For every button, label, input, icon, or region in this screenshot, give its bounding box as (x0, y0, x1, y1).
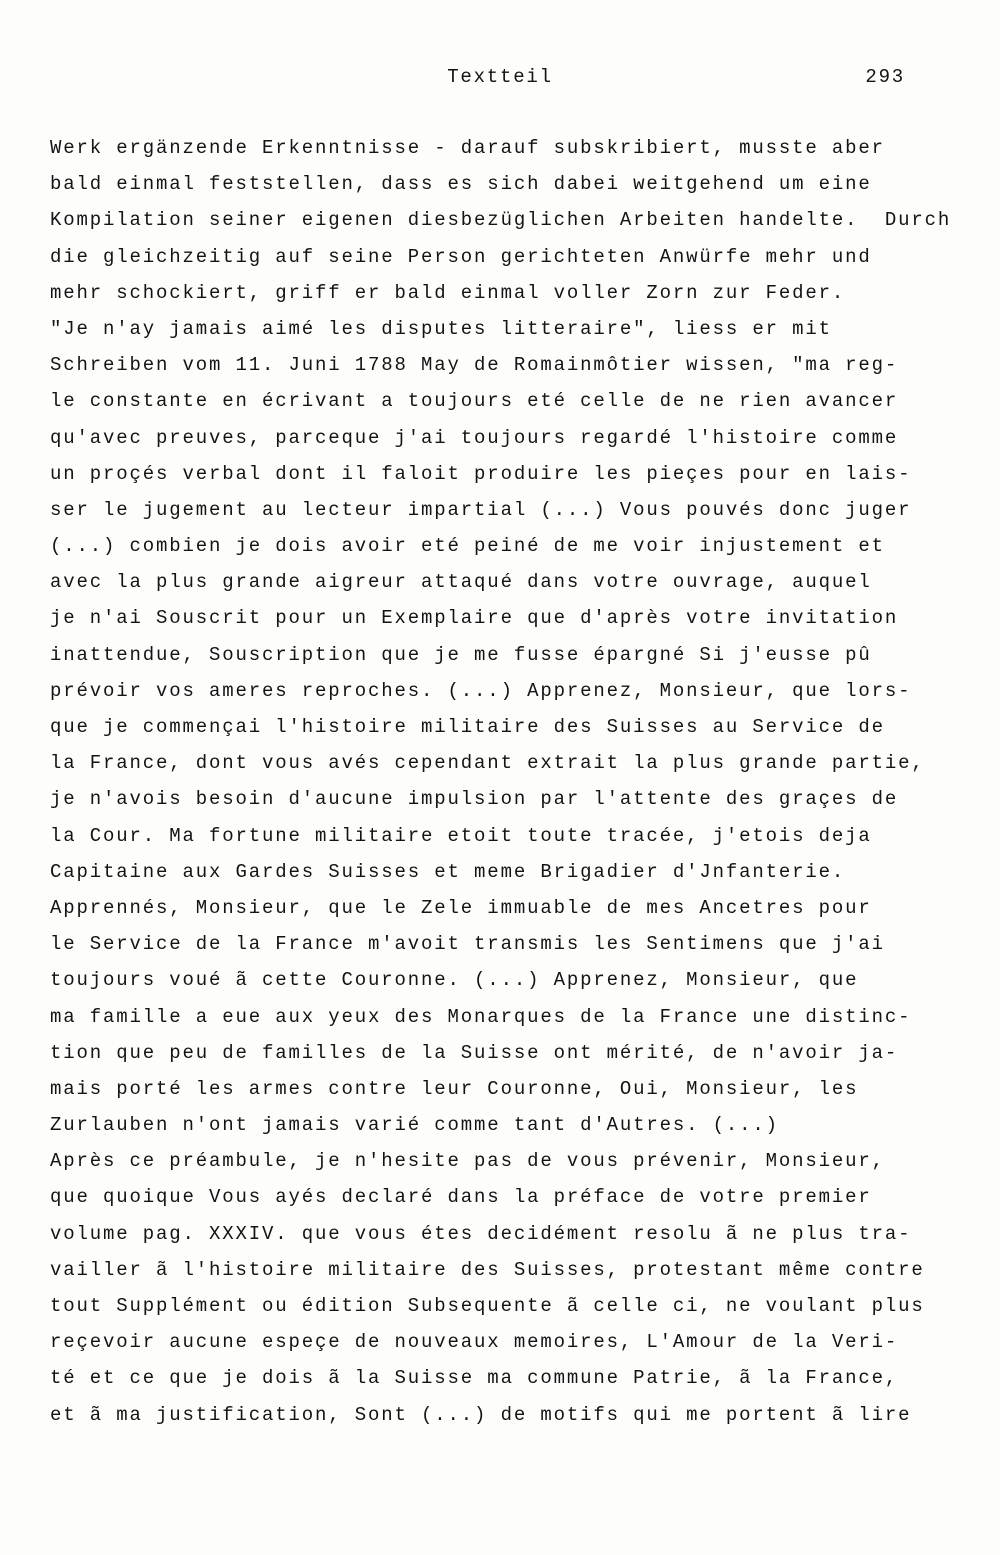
text-line: avec la plus grande aigreur attaqué dans votre ouvrage, auquel (50, 571, 872, 594)
text-line: un proçés verbal dont il faloit produire les pieçes pour en lais- (50, 462, 912, 485)
text-line: la Cour. Ma fortune militaire etoit toute tracée, j'etois deja (50, 824, 872, 847)
text-line: Zurlauben n'ont jamais varié comme tant d'Autres. (...) (50, 1114, 779, 1137)
text-line: mais porté les armes contre leur Couronne, Oui, Monsieur, les (50, 1077, 859, 1100)
text-line: mehr schockiert, griff er bald einmal voller Zorn zur Feder. (50, 281, 846, 304)
text-line: que je commençai l'histoire militaire des Suisses au Service de (50, 716, 885, 738)
text-line: et ã ma justification, Sont (...) de motifs qui me portent ã lire (50, 1403, 912, 1426)
page-number: 293 (865, 66, 905, 88)
text-line: Capitaine aux Gardes Suisses et meme Brigadier d'Jnfanterie. (50, 860, 846, 883)
text-line: tion que peu de familles de la Suisse ont mérité, de n'avoir ja- (50, 1041, 899, 1064)
text-line: inattendue, Souscription que je me fusse épargné Si j'eusse pû (50, 643, 872, 666)
page-header-title: Textteil (447, 66, 553, 88)
text-line: je n'avois besoin d'aucune impulsion par l'attente des graçes de (50, 788, 899, 811)
text-line: toujours voué ã cette Couronne. (...) Apprenez, Monsieur, que (50, 969, 859, 992)
text-line: "Je n'ay jamais aimé les disputes litteraire", liess er mit (50, 317, 832, 340)
text-line: le constante en écrivant a toujours eté celle de ne rien avancer (50, 390, 899, 413)
text-line: je n'ai Souscrit pour un Exemplaire que d'après votre invitation (50, 607, 899, 630)
text-line: Apprennés, Monsieur, que le Zele immuable de mes Ancetres pour (50, 896, 872, 919)
text-line: ma famille a eue aux yeux des Monarques de la France une distinc- (50, 1005, 912, 1028)
text-line: die gleichzeitig auf seine Person gerichteten Anwürfe mehr und (50, 245, 872, 268)
text-line: bald einmal feststellen, dass es sich dabei weitgehend um eine (50, 173, 872, 196)
text-line: qu'avec preuves, parceque j'ai toujours regardé l'histoire comme (50, 426, 899, 449)
text-line: reçevoir aucune espeçe de nouveaux memoires, L'Amour de la Veri- (50, 1331, 899, 1354)
text-line: tout Supplément ou édition Subsequente ã celle ci, ne voulant plus (50, 1295, 925, 1317)
text-line: Après ce préambule, je n'hesite pas de vous prévenir, Monsieur, (50, 1150, 885, 1173)
body-text (50, 130, 960, 1433)
text-line: volume pag. XXXIV. que vous étes decidément resolu ã ne plus tra- (50, 1222, 912, 1245)
text-line: Kompilation seiner eigenen diesbezüglichen Arbeiten handelte. Durch (50, 209, 952, 232)
text-line: té et ce que je dois ã la Suisse ma commune Patrie, ã la France, (50, 1367, 899, 1390)
text-line: le Service de la France m'avoit transmis les Sentimens que j'ai (50, 933, 885, 956)
text-line: vailler ã l'histoire militaire des Suisses, protestant même contre (50, 1258, 925, 1281)
text-line: que quoique Vous ayés declaré dans la préface de votre premier (50, 1186, 872, 1209)
text-line: (...) combien je dois avoir eté peiné de me voir injustement et (50, 535, 885, 558)
text-line: ser le jugement au lecteur impartial (...) Vous pouvés donc juger (50, 498, 912, 521)
text-line: Schreiben vom 11. Juni 1788 May de Romainmôtier wissen, "ma reg- (50, 354, 899, 377)
text-line: la France, dont vous avés cependant extrait la plus grande partie, (50, 752, 925, 775)
text-line: Werk ergänzende Erkenntnisse - darauf subskribiert, musste aber (50, 137, 885, 159)
text-line: prévoir vos ameres reproches. (...) Apprenez, Monsieur, que lors- (50, 679, 912, 702)
page-header (0, 66, 1000, 92)
